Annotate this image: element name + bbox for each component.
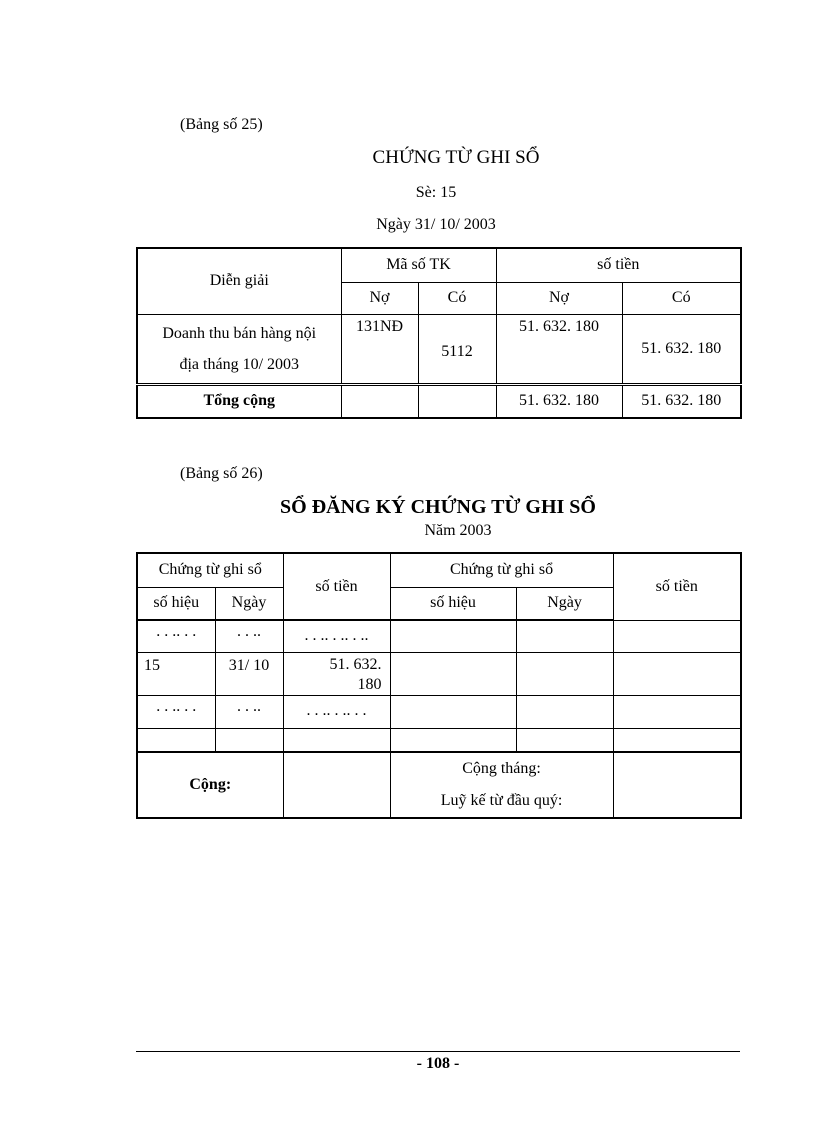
- footer-row: [137, 752, 741, 818]
- row-description: [137, 314, 341, 384]
- footer-divider: [136, 1051, 740, 1052]
- row3-so-hieu: . . .. . .: [137, 695, 215, 728]
- row2-so-tien: [283, 652, 390, 695]
- total-label: Tổng cộng: [137, 384, 341, 418]
- header-tien-co: Có: [622, 282, 741, 314]
- table2-label: (Bảng số 26): [180, 465, 263, 482]
- header-so-hieu-left: số hiệu: [137, 587, 215, 620]
- header-dien-giai: Diễn giải: [137, 248, 341, 314]
- footer-cong-thang: Cộng tháng:: [462, 760, 541, 777]
- row2-ngay: 31/ 10: [215, 652, 283, 695]
- footer-summary: [390, 752, 613, 818]
- footer-cong: Cộng:: [137, 752, 283, 818]
- footer-luy-ke: Luỹ kế từ đầu quý:: [440, 792, 563, 809]
- header-so-tien-left: số tiền: [283, 553, 390, 620]
- table2-title: SỔ ĐĂNG KÝ CHỨNG TỪ GHI SỔ: [280, 496, 596, 518]
- row-description-line2: địa tháng 10/ 2003: [179, 355, 300, 373]
- total-row: [137, 384, 741, 418]
- register-table: [136, 552, 742, 819]
- row3-so-tien: . . .. . .. . .: [283, 695, 390, 728]
- row-tk-no: 131NĐ: [341, 314, 418, 384]
- header-tk-no: Nợ: [341, 282, 418, 314]
- row1-so-tien: . . .. . .. . ..: [283, 620, 390, 652]
- row-amount-co: 51. 632. 180: [622, 314, 741, 384]
- table-row: [137, 728, 741, 752]
- table2-year: Năm 2003: [424, 522, 492, 539]
- row-description-line1: Doanh thu bán hàng nội: [162, 324, 317, 342]
- page-number: - 108 -: [416, 1055, 460, 1072]
- row-amount-no: 51. 632. 180: [496, 314, 622, 384]
- table-row: [137, 620, 741, 652]
- header-ngay-left: Ngày: [215, 587, 283, 620]
- header-ngay-right: Ngày: [516, 587, 613, 620]
- table1-number: Sè: 15: [415, 184, 457, 201]
- total-amount-no: 51. 632. 180: [496, 384, 622, 418]
- header-tien-no: Nợ: [496, 282, 622, 314]
- header-tk-co: Có: [418, 282, 496, 314]
- row2-so-tien-line2: 180: [357, 675, 382, 693]
- header-ctgs-right: Chứng từ ghi sổ: [390, 553, 613, 587]
- voucher-table: [136, 247, 742, 419]
- row2-so-tien-line1: 51. 632.: [329, 655, 382, 673]
- row2-so-hieu: 15: [137, 652, 215, 695]
- table-row: [137, 695, 741, 728]
- total-amount-co: 51. 632. 180: [622, 384, 741, 418]
- row3-ngay: . . ..: [215, 695, 283, 728]
- row1-so-hieu: . . .. . .: [137, 620, 215, 652]
- table1-date: Ngày 31/ 10/ 2003: [376, 216, 496, 233]
- header-so-tien-right: số tiền: [613, 553, 741, 620]
- table-row: [137, 314, 741, 384]
- table-row: [137, 652, 741, 695]
- header-ma-so-tk: Mã số TK: [341, 248, 496, 282]
- header-so-tien: số tiền: [496, 248, 741, 282]
- header-ctgs-left: Chứng từ ghi sổ: [137, 553, 283, 587]
- row-tk-co: 5112: [418, 314, 496, 384]
- table1-label: (Bảng số 25): [180, 116, 263, 133]
- table1-title: CHỨNG TỪ GHI SỔ: [372, 147, 540, 168]
- row1-ngay: . . ..: [215, 620, 283, 652]
- header-so-hieu-right: số hiệu: [390, 587, 516, 620]
